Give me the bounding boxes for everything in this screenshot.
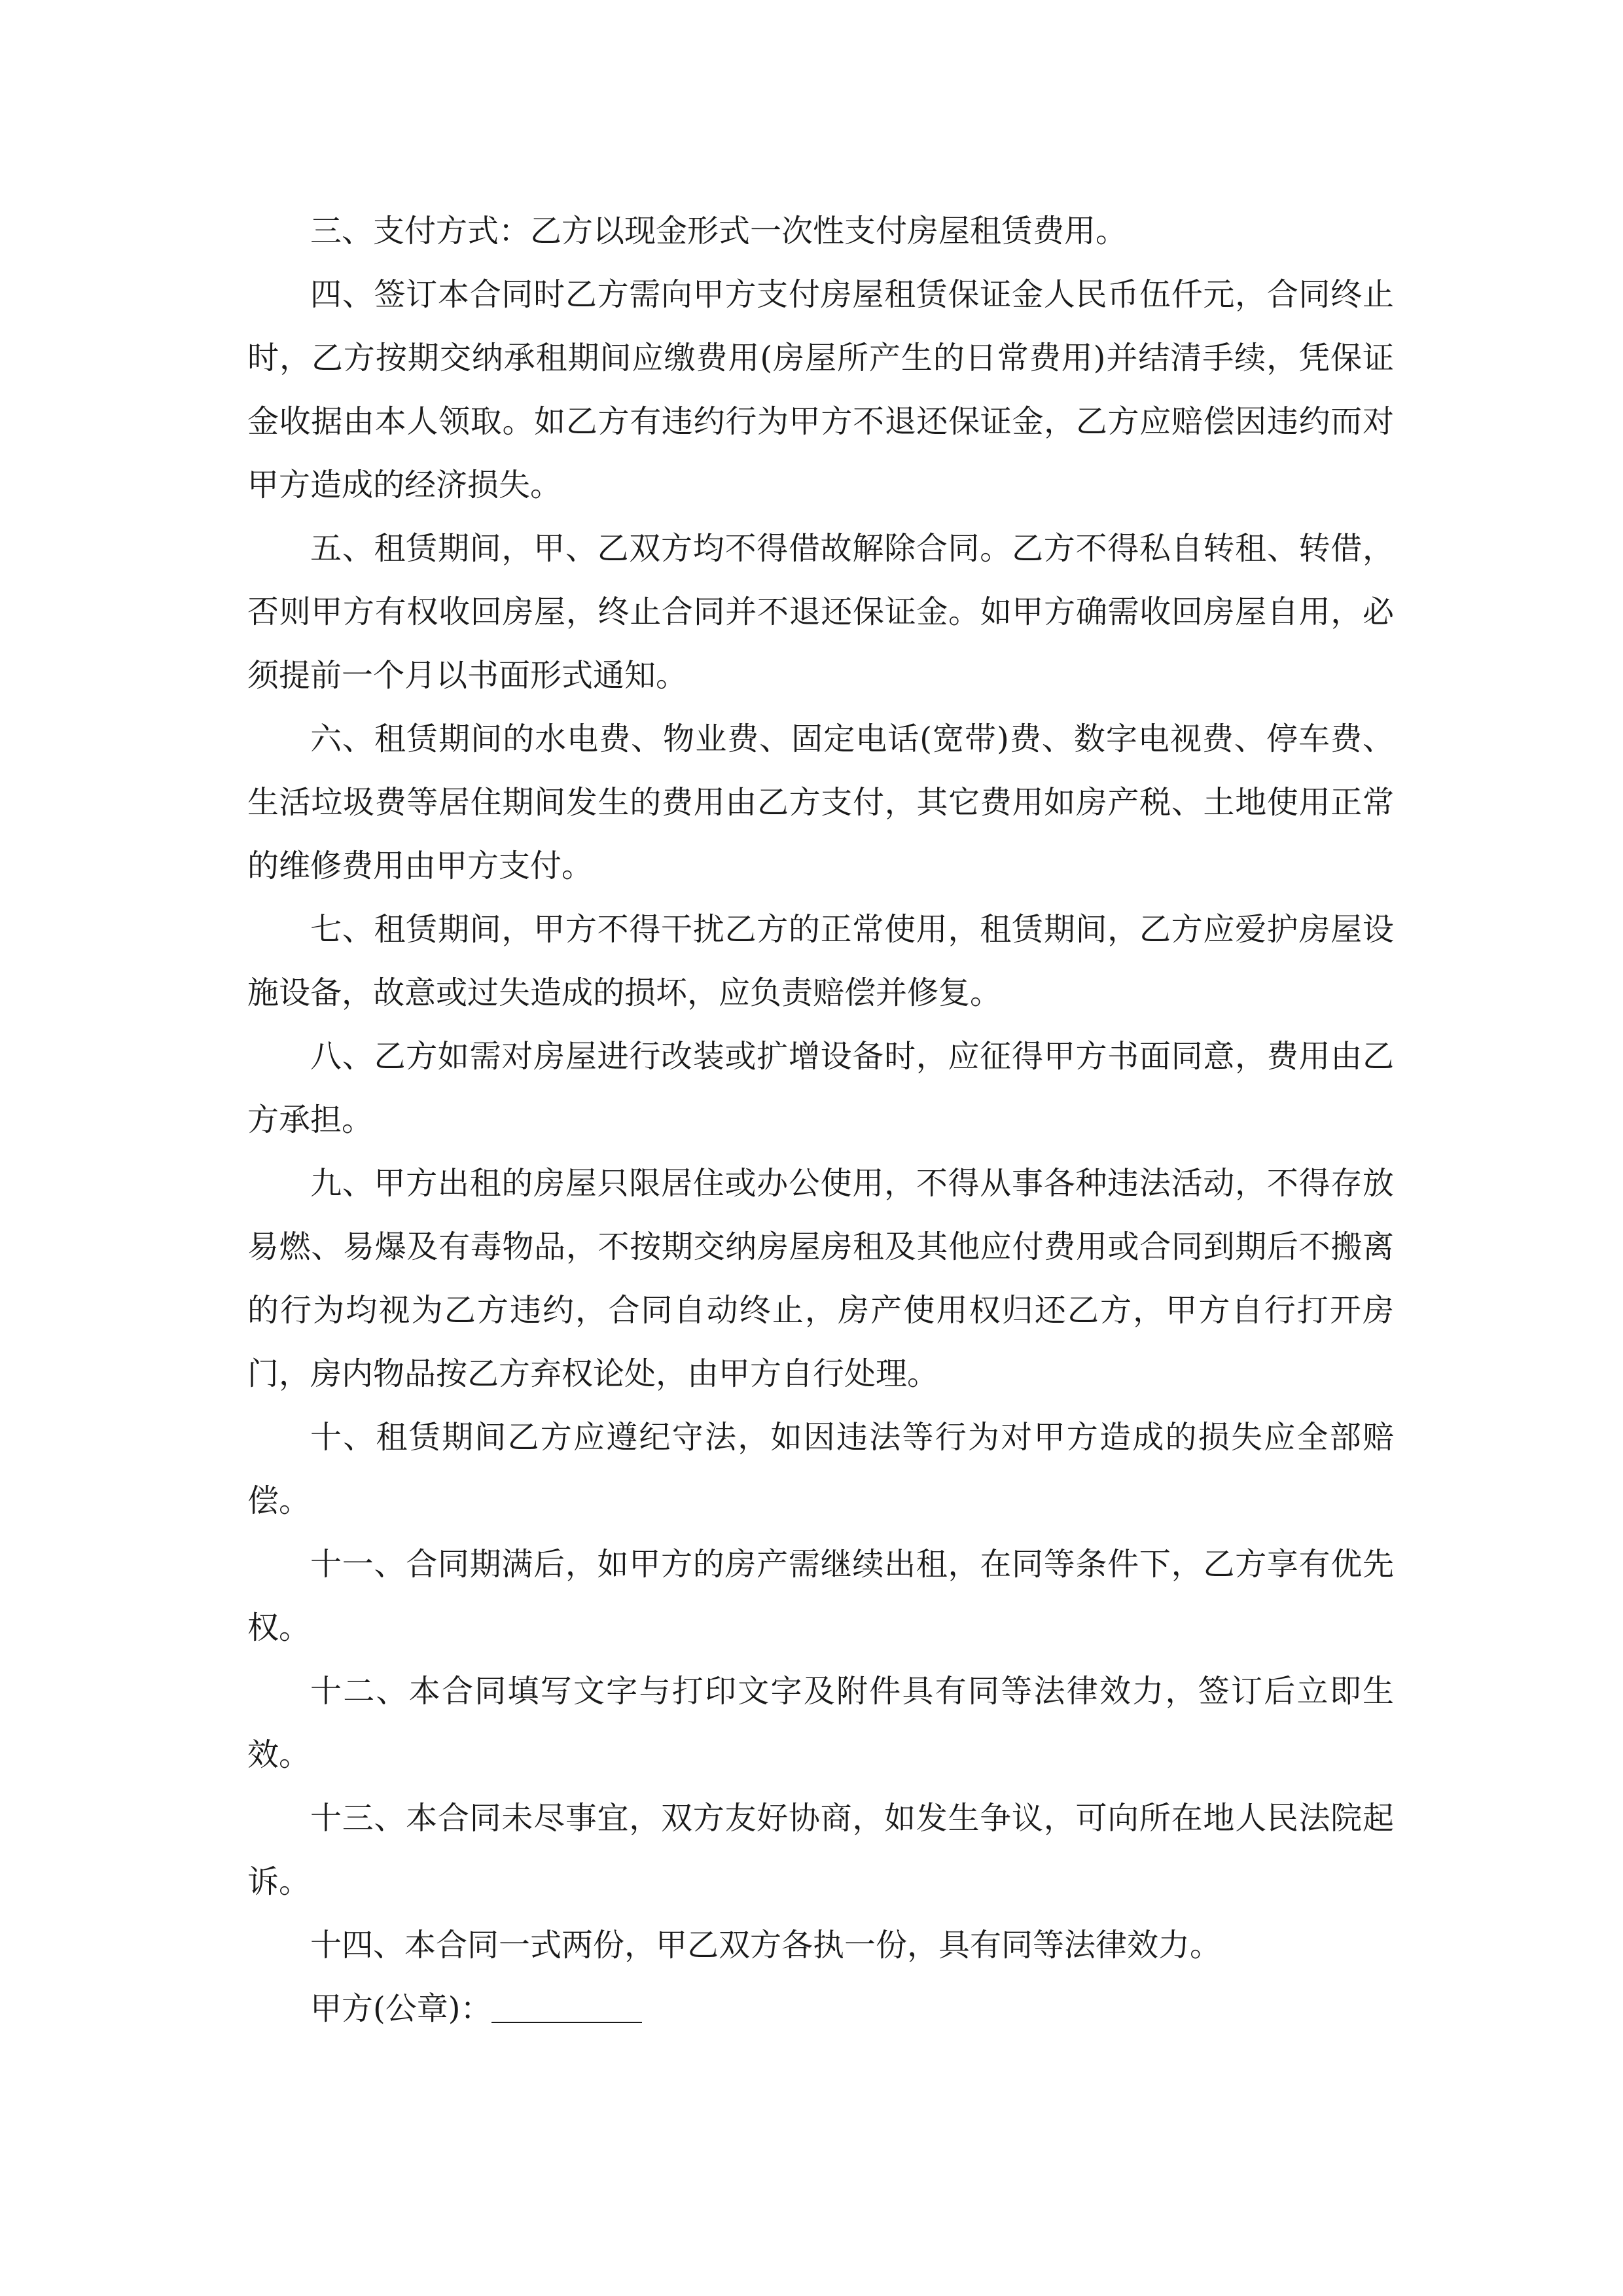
- clause-renewal-priority: 十一、合同期满后，如甲方的房产需继续出租，在同等条件下，乙方享有优先权。: [247, 1546, 1394, 1646]
- clause-copies: 十四、本合同一式两份，甲乙双方各执一份，具有同等法律效力。: [310, 1927, 1222, 1964]
- clause-law-compliance: 十、租赁期间乙方应遵纪守法，如因违法等行为对甲方造成的损失应全部赔偿。: [247, 1419, 1394, 1519]
- party-a-signature-blank[interactable]: [491, 1990, 642, 2023]
- party-a-signature-line: [247, 1977, 1394, 2041]
- clause-deposit: 四、签订本合同时乙方需向甲方支付房屋租赁保证金人民币伍仟元，合同终止时，乙方按期交纳承租期间应缴费用(房屋所产生的日常费用)并结清手续，凭保证金收据由本人领取。如乙方有违约行为甲方不退还保证金，乙方应赔偿因违约而对甲方造成的经济损失。: [247, 276, 1394, 503]
- clause-normal-use: 七、租赁期间，甲方不得干扰乙方的正常使用，租赁期间，乙方应爱护房屋设施设备，故意或过失造成的损坏，应负责赔偿并修复。: [247, 911, 1394, 1011]
- clause-renovation: 八、乙方如需对房屋进行改装或扩增设备时，应征得甲方书面同意，费用由乙方承担。: [247, 1038, 1394, 1138]
- party-a-label: 甲方(公章)：: [310, 1990, 492, 2027]
- clause-utility-fees: 六、租赁期间的水电费、物业费、固定电话(宽带)费、数字电视费、停车费、生活垃圾费等居住期间发生的费用由乙方支付，其它费用如房产税、土地使用正常的维修费用由甲方支付。: [247, 721, 1394, 884]
- clause-usage-restrictions: 九、甲方出租的房屋只限居住或办公使用，不得从事各种违法活动，不得存放易燃、易爆及有毒物品，不按期交纳房屋房租及其他应付费用或合同到期后不搬离的行为均视为乙方违约，合同自动终止，房产使用权归还乙方，甲方自行打开房门，房内物品按乙方弃权论处，由甲方自行处理。: [247, 1165, 1394, 1392]
- contract-body: [247, 200, 1394, 2041]
- clause-termination: 五、租赁期间，甲、乙双方均不得借故解除合同。乙方不得私自转租、转借，否则甲方有权收回房屋，终止合同并不退还保证金。如甲方确需收回房屋自用，必须提前一个月以书面形式通知。: [247, 530, 1394, 694]
- clause-disputes: 十三、本合同未尽事宜，双方友好协商，如发生争议，可向所在地人民法院起诉。: [247, 1800, 1394, 1900]
- clause-payment-method: 三、支付方式：乙方以现金形式一次性支付房屋租赁费用。: [310, 213, 1128, 249]
- clause-legal-effect: 十二、本合同填写文字与打印文字及附件具有同等法律效力，签订后立即生效。: [247, 1673, 1394, 1773]
